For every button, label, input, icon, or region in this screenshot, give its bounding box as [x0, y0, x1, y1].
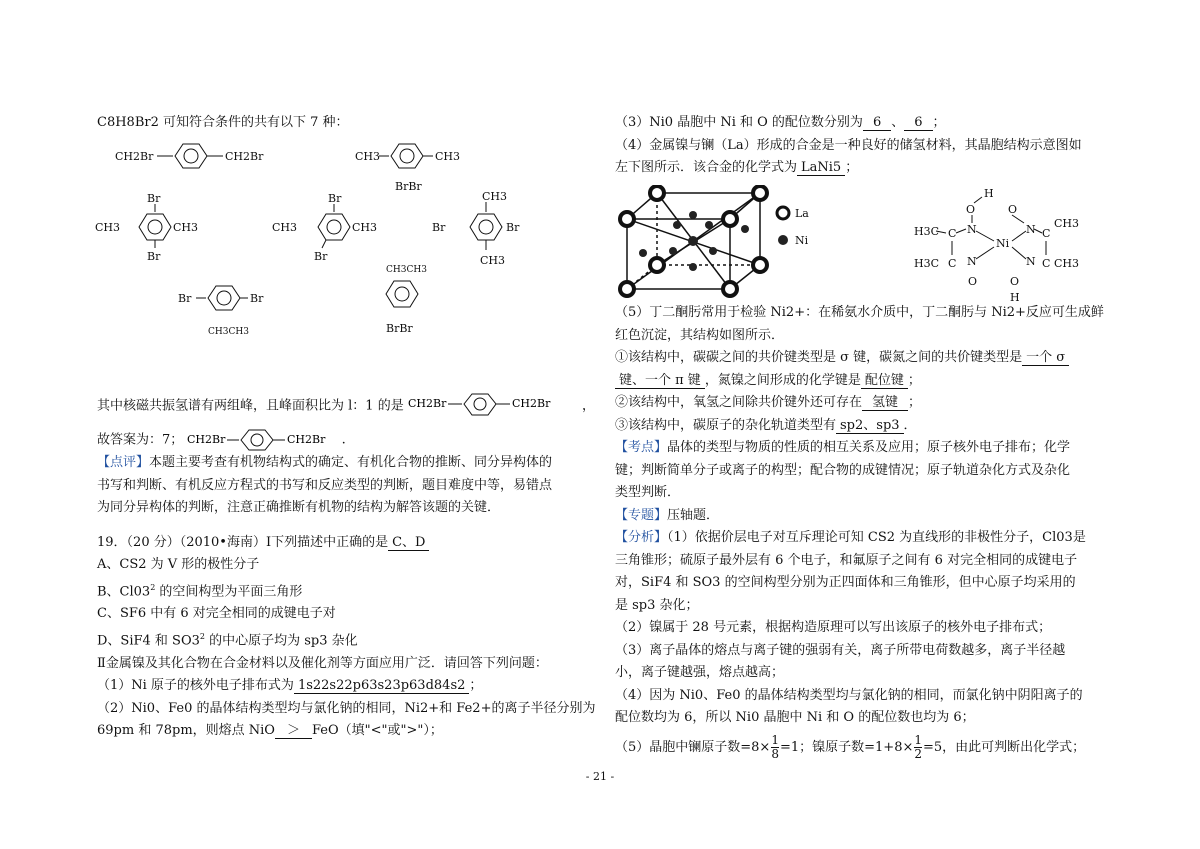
- legend-ni-label: Ni: [795, 234, 809, 247]
- fenxi-line-7: 小，离子键越强，熔点越高；: [615, 665, 785, 680]
- q5-2-line: ②该结构中，氧氢之间除共价键外还可存在 氢键 ；: [615, 395, 922, 410]
- kaodian-tag: 【考点】: [615, 440, 668, 455]
- fenxi-line-9: 配位数均为 6，所以 Ni0 晶胞中 Ni 和 O 的配位数也均为 6；: [615, 710, 975, 725]
- answer-line: [97, 429, 589, 452]
- s2-bottom: BrBr: [395, 180, 422, 193]
- fenxi-line-8: （4）因为 Ni0、Fe0 的晶体结构类型均与氯化钠的相同，而氯化钠中阴阳离子的: [615, 687, 1083, 703]
- mol-h3c-bottom: H3C: [914, 257, 940, 270]
- q5-line-1: （5）丁二酮肟常用于检验 Ni2+：在稀氨水介质中，丁二酮肟与 Ni2+反应可生成鲜: [615, 305, 1104, 320]
- mol-h3c-top: H3C: [914, 225, 940, 238]
- struct-5: [432, 188, 532, 268]
- q1-answer: 1s22s22p63s23p63d84s2: [294, 678, 469, 694]
- s4-bottom: Br: [314, 250, 328, 263]
- q2-line-2: 69pm 和 78pm，则熔点 NiO ＞ FeO（填"<"或">"）；: [97, 723, 443, 739]
- legend-la-label: La: [795, 207, 809, 220]
- mol-c1: C: [948, 227, 957, 240]
- nmr-line: [97, 393, 595, 419]
- mol-n3: N: [967, 255, 977, 268]
- mol-o-top: O: [966, 203, 976, 216]
- s6-right: Br: [250, 292, 264, 305]
- left-column-lower: [97, 393, 596, 743]
- q2-answer: ＞: [275, 723, 312, 739]
- s5-top: CH3: [482, 190, 508, 203]
- q5-count-line: （5）晶胞中镧原子数=8× $\frac{1}{8}$ =1；镍原子数=1+8× $\frac{1}{2}$ =5，由此可判断出化学式；: [615, 732, 1086, 761]
- fenxi-line-1: 【分析】（1）依据价层电子对互斥理论可知 CS2 为直线形的非极性分子，Cl03是: [615, 530, 1086, 545]
- legend-la-symbol: [777, 207, 789, 219]
- q5-1-line-1: ①该结构中，碳碳之间的共价键类型是 σ 键，碳氮之间的共价键类型是 一个 σ: [615, 347, 1110, 370]
- q1-line: （1）Ni 原子的核外电子排布式为 1s22s22p63s23p63d84s2 ；: [97, 678, 483, 694]
- fraction-1-2: $\frac{1}{2}$: [914, 732, 922, 761]
- q5-1-answer-part2: 键、一个 π 键: [615, 373, 705, 389]
- fenxi-tag: 【分析】: [615, 530, 668, 545]
- q3-line: （3）Ni0 晶胞中 Ni 和 O 的配位数分别为 6 、 6 ；: [615, 115, 946, 130]
- kaodian-line-3: 类型判断．: [615, 485, 681, 500]
- s4-left: CH3: [272, 221, 298, 234]
- q19-line: 19．（20 分）（2010•海南）Ⅰ下列描述中正确的是 C、D: [97, 532, 589, 555]
- q5-2-answer: 氢键: [862, 395, 908, 411]
- right-column-lower: [615, 302, 1110, 761]
- answer-post: .: [341, 432, 346, 448]
- q5-1-answer-part1: 一个 σ: [1022, 350, 1069, 366]
- q5-3-line: ③该结构中，碳原子的杂化轨道类型有 sp2、sp3 ．: [615, 417, 917, 433]
- s7-top: CH3CH3: [386, 265, 427, 275]
- struct-3: [95, 190, 215, 265]
- zhuanti-line: 【专题】压轴题．: [615, 507, 720, 523]
- mol-c4: C: [1042, 257, 1051, 270]
- fenxi-line-5: （2）镍属于 28 号元素，根据构造原理可以写出该原子的核外电子排布式；: [615, 620, 1052, 635]
- mol-o-top-right: O: [1008, 203, 1018, 216]
- isomer-intro: C8H8Br2 可知符合条件的共有以下 7 种：: [97, 115, 349, 130]
- mol-c2: C: [1042, 227, 1051, 240]
- mol-n1: N: [967, 223, 977, 236]
- zhuanti-tag: 【专题】: [615, 507, 668, 523]
- mol-h-bottom: H: [1010, 291, 1020, 303]
- dianping-tag: 【点评】: [97, 455, 150, 470]
- answer-struct: [187, 429, 337, 451]
- q4-line-1: （4）金属镍与镧（La）形成的合金是一种良好的储氢材料，其晶胞结构示意图如: [615, 137, 1082, 153]
- mol-ni: Ni: [996, 237, 1010, 250]
- dianping-line-2: 书写和判断、有机反应方程式的书写和反应类型的判断，题目难度中等，易错点: [97, 477, 553, 493]
- mol-o-bottom: O: [968, 275, 978, 288]
- s5-left: Br: [432, 221, 446, 234]
- s6-bottom: CH3CH3: [208, 327, 249, 337]
- fenxi-line-6: （3）离子晶体的熔点与离子键的强弱有关，离子所带电荷数越多，离子半径越: [615, 642, 1066, 658]
- option-d: D、SiF4 和 $SO3^2$ 的中心原子均为 sp3 杂化: [97, 631, 358, 649]
- mol-n2: N: [1026, 223, 1036, 236]
- s1-left: CH2Br: [115, 150, 154, 163]
- kaodian-line-2: 键；判断简单分子或离子的构型；配合物的成键情况；原子轨道杂化方式及杂化: [615, 462, 1071, 478]
- q5-line-2: 红色沉淀，其结构如图所示．: [615, 327, 785, 343]
- s2-left: CH3: [355, 150, 381, 163]
- struct-7: [380, 260, 450, 340]
- dianping-line-3: 为同分异构体的判断，注意正确推断有机物的结构为解答该题的关键．: [97, 500, 501, 515]
- part-ii-intro: Ⅱ金属镍及其化合物在合金材料以及催化剂等方面应用广泛．请回答下列问题：: [97, 655, 548, 671]
- option-b: B、$Cl03^2$ 的空间构型为平面三角形: [97, 582, 303, 599]
- nmr-post: ，: [581, 398, 595, 414]
- ni-dmg-complex-figure: [912, 185, 1087, 303]
- q2-line-1: （2）Ni0、Fe0 的晶体结构类型均与氯化钠的相同，Ni2+和 Fe2+的离子半径分别为: [97, 700, 596, 716]
- kaodian-line-1: 【考点】晶体的类型与物质的性质的相互关系及应用；原子核外电子排布；化学: [615, 440, 1071, 455]
- mol-ch3-top: CH3: [1054, 217, 1080, 230]
- s3-left: CH3: [95, 221, 121, 234]
- dianping-line-1: 【点评】本题主要考查有机物结构式的确定、有机化合物的推断、同分异构体的: [97, 455, 553, 470]
- s3-right: CH3: [173, 221, 199, 234]
- nmr-struct: [408, 393, 578, 419]
- nmr-text: 其中核磁共振氢谱有两组峰，且峰面积比为 l：1 的是: [97, 398, 404, 414]
- q5-3-answer: sp2、sp3: [836, 418, 904, 434]
- q4-line-2: 左下图所示．该合金的化学式为 LaNi5 ；: [615, 160, 859, 175]
- struct-4: [272, 190, 392, 265]
- mol-o-bottom-right: O: [1010, 275, 1020, 288]
- option-a: A、CS2 为 V 形的极性分子: [97, 557, 260, 572]
- struct-6: [178, 282, 288, 337]
- page-number: - 21 -: [585, 770, 615, 783]
- option-c: C、SF6 中有 6 对完全相同的成键电子对: [97, 606, 336, 622]
- nmr-struct-right: CH2Br: [511, 397, 551, 410]
- mol-c3: C: [948, 257, 957, 270]
- lani5-unit-cell-figure: [615, 185, 855, 303]
- s5-right: Br: [506, 221, 520, 234]
- s5-bottom: CH3: [480, 254, 506, 267]
- ans-struct-right: CH2Br: [287, 433, 326, 446]
- mol-h-top: H: [984, 187, 994, 200]
- s1-right: CH2Br: [225, 150, 264, 163]
- s4-top: Br: [328, 192, 342, 205]
- s3-bottom: Br: [147, 250, 161, 263]
- q3-answer-2: 6: [904, 115, 932, 131]
- right-column: [615, 112, 1110, 180]
- s3-top: Br: [147, 192, 161, 205]
- q5-1-line-2: 键、一个 π 键 ，氮镍之间形成的化学键是 配位键 ；: [615, 370, 1110, 393]
- answer-text: 故答案为：7；: [97, 432, 184, 448]
- struct-1: [115, 140, 265, 175]
- q3-answer-1: 6: [863, 115, 891, 131]
- s7-bottom: BrBr: [386, 322, 413, 335]
- q4-answer: LaNi5: [797, 160, 845, 176]
- fenxi-line-4: 是 sp3 杂化；: [615, 597, 699, 613]
- left-column: [97, 112, 589, 135]
- fenxi-line-3: 对，SiF4 和 SO3 的空间构型分别为正四面体和三角锥形，但中心原子均采用的: [615, 575, 1076, 590]
- q5-1-answer-3: 配位键: [861, 373, 908, 389]
- legend-ni-symbol: [778, 235, 788, 245]
- s2-right: CH3: [435, 150, 461, 163]
- ans-struct-left: CH2Br: [187, 433, 226, 446]
- fenxi-line-2: 三角锥形；硫原子最外层有 6 个电子，和氟原子之间有 6 对完全相同的成键电子: [615, 552, 1078, 568]
- s4-right: CH3: [352, 221, 378, 234]
- mol-ch3-bottom: CH3: [1054, 257, 1080, 270]
- mol-n4: N: [1026, 255, 1036, 268]
- nmr-struct-left: CH2Br: [407, 397, 447, 410]
- fraction-1-8: $\frac{1}{8}$: [771, 732, 779, 761]
- q19-answer: C、D: [388, 535, 429, 551]
- struct-2: [355, 140, 465, 195]
- s6-left: Br: [178, 292, 192, 305]
